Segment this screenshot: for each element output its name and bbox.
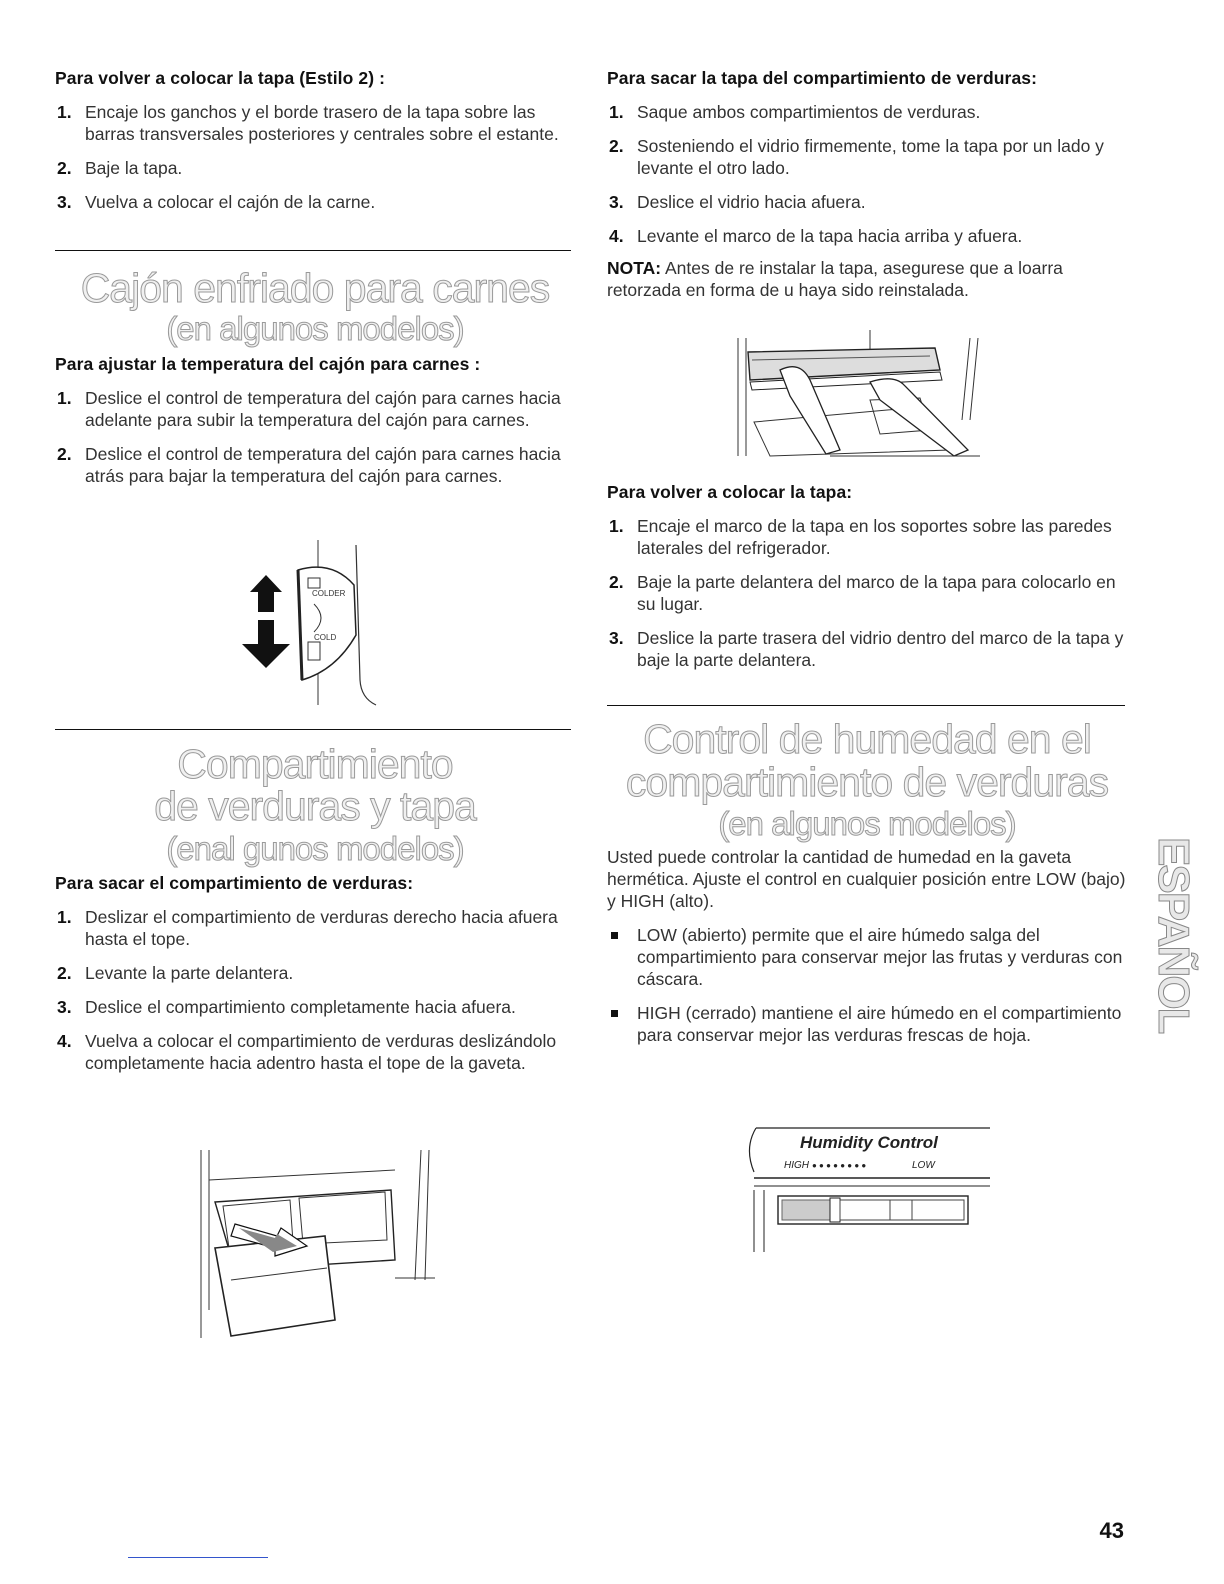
steps-list: [55, 101, 575, 213]
banner-humidity-title-1: Control de humedad en el: [643, 716, 1091, 762]
high-label: HIGH: [784, 1160, 809, 1171]
list-item: 1. Deslizar el compartimiento de verduras derecho hacia afuera hasta el tope.: [57, 907, 558, 949]
banner-humidity-title-2: compartimiento de verduras: [625, 759, 1109, 805]
list-item: 2. Baje la tapa.: [57, 158, 183, 178]
steps-list: [607, 515, 1127, 671]
list-item: 2. Baje la parte delantera del marco de la tapa para colocarlo en su lugar.: [609, 572, 1116, 614]
banner-crisper-subtitle: (enal gunos modelos): [166, 830, 464, 867]
cold-label: COLD: [314, 633, 337, 642]
humidity-dots: ● ● ● ● ● ● ● ●: [812, 1161, 867, 1170]
note-paragraph: NOTA: Antes de re instalar la tapa, asegurese que a loarra retorzada en forma de u haya sido reinstalada.: [607, 258, 1063, 300]
meat-drawer-control-illustration: [236, 540, 396, 710]
list-item: LOW (abierto) permite que el aire húmedo salga del compartimiento para conservar mejor las frutas y verduras con cáscara.: [607, 924, 1127, 990]
low-label: LOW: [912, 1160, 935, 1171]
banner-humidity-subtitle: (en algunos modelos): [718, 805, 1016, 842]
up-arrow-icon: [250, 575, 282, 612]
humidity-control-title: Humidity Control: [800, 1133, 938, 1152]
divider: [55, 729, 571, 730]
steps-list: [55, 906, 575, 1074]
list-item: 2. Sosteniendo el vidrio firmemente, tome la tapa por un lado y levante el otro lado.: [609, 136, 1104, 178]
list-item: 1. Deslice el control de temperatura del cajón para carnes hacia adelante para subir la temperatura del cajón para carnes.: [57, 388, 561, 430]
banner-crisper-title-2: de verduras y tapa: [154, 783, 476, 829]
list-item: 2. Levante la parte delantera.: [57, 963, 294, 983]
list-item: 3. Deslice el vidrio hacia afuera.: [609, 192, 866, 212]
down-arrow-icon: [242, 620, 290, 668]
humidity-slider-handle[interactable]: [830, 1198, 840, 1222]
list-item: HIGH (cerrado) mantiene el aire húmedo en el compartimiento para conservar mejor las verduras frescas de hoja.: [607, 1002, 1127, 1046]
humidity-slider[interactable]: [778, 1196, 968, 1224]
banner-crisper-title-1: Compartimiento: [177, 741, 453, 787]
cover-removal-illustration: [730, 330, 990, 462]
banner-meat-drawer-subtitle: (en algunos modelos): [166, 310, 464, 347]
bullet-square-icon: [611, 1010, 618, 1017]
banner-meat-drawer-title: Cajón enfriado para carnes: [80, 265, 550, 311]
footer-line: [128, 1557, 268, 1558]
right-section-1: [607, 68, 1127, 301]
heading-replace-cover: Para volver a colocar la tapa:: [607, 482, 853, 502]
list-item: 1. Encaje el marco de la tapa en los soportes sobre las paredes laterales del refrigerador.: [609, 516, 1112, 558]
heading-adjust-meat-temperature: Para ajustar la temperatura del cajón para carnes :: [55, 354, 481, 374]
heading-replace-cover-style2: Para volver a colocar la tapa (Estilo 2) :: [55, 68, 386, 88]
bullet-list: [607, 924, 1127, 1046]
heading-remove-crisper: Para sacar el compartimiento de verduras:: [55, 873, 414, 893]
humidity-control-illustration: [740, 1108, 995, 1258]
heading-remove-crisper-cover: Para sacar la tapa del compartimiento de verduras:: [607, 68, 1038, 88]
steps-list: [55, 387, 575, 487]
list-item: 3. Vuelva a colocar el cajón de la carne.: [57, 192, 376, 212]
bullet-square-icon: [611, 932, 618, 939]
list-item: 4. Levante el marco de la tapa hacia arriba y afuera.: [609, 226, 1023, 246]
list-item: 1. Encaje los ganchos y el borde trasero de la tapa sobre las barras transversales posteriores y centrales sobre el estante.: [57, 102, 559, 144]
list-item: 4. Vuelva a colocar el compartimiento de verduras deslizándolo completamente hacia adentro hasta el tope de la gaveta.: [57, 1031, 557, 1073]
divider: [607, 705, 1125, 706]
divider: [55, 250, 571, 251]
right-section-3: [607, 846, 1127, 1046]
list-item: 1. Saque ambos compartimientos de verduras.: [609, 102, 981, 122]
list-item: 3. Deslice la parte trasera del vidrio dentro del marco de la tapa y baje la parte delantera.: [609, 628, 1124, 670]
left-section-2: [55, 354, 575, 487]
list-item: 3. Deslice el compartimiento completamente hacia afuera.: [57, 997, 516, 1017]
right-section-2: [607, 482, 1127, 671]
colder-label: COLDER: [312, 589, 346, 598]
side-language-label: ESPAÑOL: [1149, 837, 1198, 1033]
steps-list: [607, 101, 1127, 247]
humidity-intro: Usted puede controlar la cantidad de humedad en la gaveta hermética. Ajuste el control en cualquier posición entre LOW (bajo) y HIGH (alto).: [607, 847, 1126, 911]
left-section-1: [55, 68, 575, 213]
page-number: 43: [1099, 1518, 1124, 1543]
list-item: 2. Deslice el control de temperatura del cajón para carnes hacia atrás para bajar la temperatura del cajón para carnes.: [57, 444, 561, 486]
left-section-3: [55, 873, 575, 1074]
crisper-drawer-illustration: [195, 1140, 445, 1345]
